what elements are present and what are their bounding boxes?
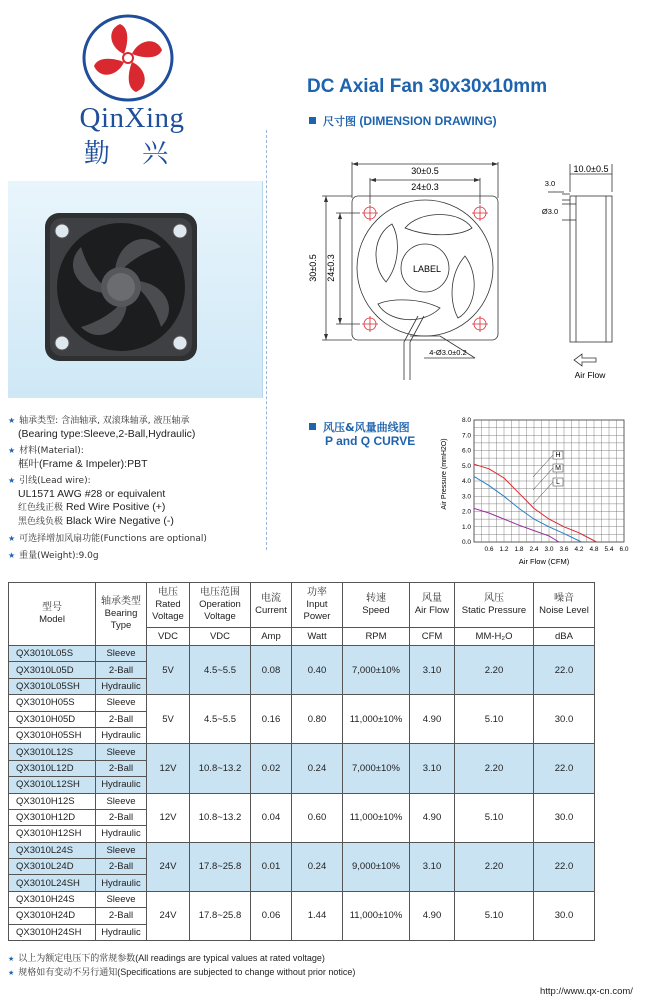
spec-functions: ★ 可选择增加风扇功能(Functions are optional)	[8, 534, 207, 544]
x-tick-label: 1.2	[499, 546, 509, 553]
table-row	[9, 793, 595, 809]
table-row	[9, 891, 595, 907]
y-tick-label: 6.0	[461, 447, 471, 455]
fan-label-text: LABEL	[412, 264, 442, 274]
table-header-cell: 风量 Air Flow	[410, 583, 455, 628]
spec-table	[8, 582, 595, 941]
bearing-cell: 2-Ball	[96, 908, 147, 924]
noise-cell: 30.0	[534, 695, 595, 744]
range-cell: 10.8~13.2	[190, 793, 251, 842]
table-unit-cell: VDC	[147, 628, 190, 646]
model-cell: QX3010H12D	[9, 809, 96, 825]
website-url: http://www.qx-cn.com/	[540, 986, 633, 997]
power-cell: 0.40	[292, 646, 343, 695]
bearing-cell: Hydraulic	[96, 826, 147, 842]
square-bullet-icon	[309, 117, 316, 124]
pressure-cell: 2.20	[455, 842, 534, 891]
power-cell: 0.80	[292, 695, 343, 744]
spec-weight: ★ 重量(Weight):9.0g	[8, 551, 99, 561]
divider	[266, 130, 267, 550]
square-bullet-icon	[309, 423, 316, 430]
page-title: DC Axial Fan 30x30x10mm	[307, 76, 548, 97]
x-tick-label: 1.8	[514, 546, 524, 553]
table-unit-cell: dBA	[534, 628, 595, 646]
table-row	[9, 744, 595, 760]
bearing-cell: 2-Ball	[96, 760, 147, 776]
dim-overall-width: 30±0.5	[411, 166, 439, 176]
brand-logo-icon	[78, 12, 178, 104]
model-cell: QX3010L24D	[9, 859, 96, 875]
bearing-cell: Sleeve	[96, 842, 147, 858]
rated-cell: 24V	[147, 842, 190, 891]
rated-cell: 5V	[147, 695, 190, 744]
pressure-cell: 2.20	[455, 744, 534, 793]
table-header-cell: 转速 Speed	[343, 583, 410, 628]
dim-overall-height: 30±0.5	[308, 254, 318, 282]
x-tick-label: 3.0	[544, 546, 554, 553]
y-tick-label: 8.0	[461, 417, 471, 424]
star-bullet-icon: ★	[8, 956, 15, 963]
bearing-cell: 2-Ball	[96, 711, 147, 727]
brand-name: QinXing	[79, 102, 185, 134]
flow-cell: 3.10	[410, 842, 455, 891]
noise-cell: 30.0	[534, 793, 595, 842]
speed-cell: 11,000±10%	[343, 793, 410, 842]
model-cell: QX3010H24D	[9, 908, 96, 924]
bearing-cell: Sleeve	[96, 793, 147, 809]
flow-cell: 4.90	[410, 695, 455, 744]
spec-list	[8, 414, 266, 566]
noise-cell: 22.0	[534, 744, 595, 793]
note-item: ★ 以上为额定电压下的常规参数(All readings are typical values at rated voltage)	[8, 953, 325, 964]
spec-lead-wire: ★ 引线(Lead wire): UL1571 AWG #28 or equivalent 红色线正极 Red Wire Positive (+) 黑色线负极 Black Wire Negative (-)	[8, 476, 174, 527]
model-cell: QX3010L12D	[9, 760, 96, 776]
rated-cell: 5V	[147, 646, 190, 695]
table-unit-cell: Watt	[292, 628, 343, 646]
bearing-cell: Sleeve	[96, 646, 147, 662]
y-tick-label: 3.0	[461, 493, 471, 501]
model-cell: QX3010H12S	[9, 793, 96, 809]
y-tick-label: 7.0	[461, 432, 471, 440]
table-row	[9, 842, 595, 858]
table-row	[9, 646, 595, 662]
fan-photo-icon	[8, 181, 262, 398]
pressure-cell: 5.10	[455, 891, 534, 940]
table-header-cell: 电压 Rated Voltage	[147, 583, 190, 628]
bearing-cell: Sleeve	[96, 891, 147, 907]
model-cell: QX3010H12SH	[9, 826, 96, 842]
rated-cell: 12V	[147, 744, 190, 793]
x-tick-label: 6.0	[619, 546, 629, 553]
dim-depth: 10.0±0.5	[573, 164, 609, 174]
legend-label: L	[556, 479, 560, 486]
y-tick-label: 4.0	[461, 478, 471, 485]
bearing-cell: Hydraulic	[96, 875, 147, 891]
x-axis-label: Air Flow (CFM)	[518, 557, 570, 566]
product-photo	[8, 181, 263, 398]
pressure-cell: 2.20	[455, 646, 534, 695]
star-bullet-icon: ★	[8, 551, 16, 560]
flow-cell: 4.90	[410, 793, 455, 842]
current-cell: 0.06	[251, 891, 292, 940]
airflow-label: Air Flow	[574, 370, 606, 380]
table-unit-cell: VDC	[190, 628, 251, 646]
star-bullet-icon: ★	[8, 476, 16, 485]
bearing-cell: 2-Ball	[96, 859, 147, 875]
brand-name-cn: 勤 兴	[83, 139, 181, 169]
model-cell: QX3010L12S	[9, 744, 96, 760]
current-cell: 0.01	[251, 842, 292, 891]
bearing-cell: Hydraulic	[96, 777, 147, 793]
rated-cell: 12V	[147, 793, 190, 842]
speed-cell: 7,000±10%	[343, 744, 410, 793]
dim-hole-width: 24±0.3	[411, 182, 439, 192]
table-header-cell: 噪音 Noise Level	[534, 583, 595, 628]
model-cell: QX3010L12SH	[9, 777, 96, 793]
current-cell: 0.08	[251, 646, 292, 695]
star-bullet-icon: ★	[8, 970, 15, 977]
table-header-cell: 轴承类型 Bearing Type	[96, 583, 147, 646]
range-cell: 4.5~5.5	[190, 646, 251, 695]
flow-cell: 4.90	[410, 891, 455, 940]
model-cell: QX3010H05SH	[9, 727, 96, 743]
footnotes	[8, 952, 355, 980]
dim-side-a: 3.0	[544, 179, 556, 188]
model-cell: QX3010H24SH	[9, 924, 96, 940]
dim-holes: 4-Ø3.0±0.2	[429, 348, 467, 357]
range-cell: 4.5~5.5	[190, 695, 251, 744]
table-unit-cell: CFM	[410, 628, 455, 646]
noise-cell: 22.0	[534, 646, 595, 695]
speed-cell: 9,000±10%	[343, 842, 410, 891]
range-cell: 17.8~25.8	[190, 891, 251, 940]
bearing-cell: Hydraulic	[96, 924, 147, 940]
pressure-cell: 5.10	[455, 793, 534, 842]
flow-cell: 3.10	[410, 744, 455, 793]
x-tick-label: 2.4	[529, 546, 539, 553]
x-tick-label: 4.2	[574, 546, 584, 553]
x-tick-label: 0.6	[484, 546, 494, 553]
pq-heading-en: P and Q CURVE	[325, 434, 416, 448]
model-cell: QX3010L05S	[9, 646, 96, 662]
bearing-cell: Hydraulic	[96, 727, 147, 743]
model-cell: QX3010L24S	[9, 842, 96, 858]
star-bullet-icon: ★	[8, 446, 16, 455]
bearing-cell: Sleeve	[96, 744, 147, 760]
legend-label: H	[555, 452, 561, 459]
bearing-cell: 2-Ball	[96, 662, 147, 678]
model-cell: QX3010H05S	[9, 695, 96, 711]
pq-heading: 风压&风量曲线图	[309, 419, 410, 435]
table-header-cell: 风压 Static Pressure	[455, 583, 534, 628]
power-cell: 1.44	[292, 891, 343, 940]
power-cell: 0.24	[292, 744, 343, 793]
current-cell: 0.16	[251, 695, 292, 744]
rated-cell: 24V	[147, 891, 190, 940]
legend-label: M	[555, 465, 561, 472]
table-header-cell: 功率 Input Power	[292, 583, 343, 628]
spec-bearing: ★ 轴承类型: 含油轴承, 双滚珠轴承, 液压轴承 (Bearing type:Sleeve,2-Ball,Hydraulic)	[8, 416, 196, 440]
noise-cell: 30.0	[534, 891, 595, 940]
table-unit-cell: RPM	[343, 628, 410, 646]
x-tick-label: 3.6	[559, 546, 569, 553]
bearing-cell: Hydraulic	[96, 678, 147, 694]
y-axis-label: Air Pressure (mmH2O)	[441, 438, 448, 510]
power-cell: 0.24	[292, 842, 343, 891]
current-cell: 0.04	[251, 793, 292, 842]
table-row	[9, 695, 595, 711]
range-cell: 10.8~13.2	[190, 744, 251, 793]
noise-cell: 22.0	[534, 842, 595, 891]
bearing-cell: Sleeve	[96, 695, 147, 711]
speed-cell: 11,000±10%	[343, 695, 410, 744]
flow-cell: 3.10	[410, 646, 455, 695]
table-header-cell: 电压范围 Operation Voltage	[190, 583, 251, 628]
dim-side-b: Ø3.0	[541, 207, 559, 216]
x-tick-label: 5.4	[604, 546, 614, 553]
dimension-heading: 尺寸图 (DIMENSION DRAWING)	[309, 113, 497, 129]
note-item: ★ 规格如有变动不另行通知(Specifications are subjected to change without prior notice)	[8, 967, 356, 978]
table-header-cell: 电流 Current	[251, 583, 292, 628]
range-cell: 17.8~25.8	[190, 842, 251, 891]
y-tick-label: 2.0	[461, 508, 471, 516]
x-tick-label: 4.8	[589, 546, 599, 553]
dim-hole-height: 24±0.3	[326, 254, 336, 282]
bearing-cell: 2-Ball	[96, 809, 147, 825]
pq-curve-chart	[434, 412, 634, 570]
y-tick-label: 5.0	[461, 462, 471, 470]
model-cell: QX3010H05D	[9, 711, 96, 727]
speed-cell: 11,000±10%	[343, 891, 410, 940]
model-cell: QX3010L05SH	[9, 678, 96, 694]
model-cell: QX3010H24S	[9, 891, 96, 907]
table-header-cell: 型号 Model	[9, 583, 96, 646]
speed-cell: 7,000±10%	[343, 646, 410, 695]
y-tick-label: 0.0	[461, 539, 471, 546]
model-cell: QX3010L24SH	[9, 875, 96, 891]
dimension-drawing	[300, 158, 660, 386]
y-tick-label: 1.0	[461, 523, 471, 531]
pressure-cell: 5.10	[455, 695, 534, 744]
power-cell: 0.60	[292, 793, 343, 842]
star-bullet-icon: ★	[8, 534, 16, 543]
spec-material: ★ 材料(Material): 框叶(Frame & Impeler):PBT	[8, 446, 148, 470]
table-unit-cell: MM-H₂O	[455, 628, 534, 646]
model-cell: QX3010L05D	[9, 662, 96, 678]
star-bullet-icon: ★	[8, 416, 16, 425]
table-unit-cell: Amp	[251, 628, 292, 646]
current-cell: 0.02	[251, 744, 292, 793]
